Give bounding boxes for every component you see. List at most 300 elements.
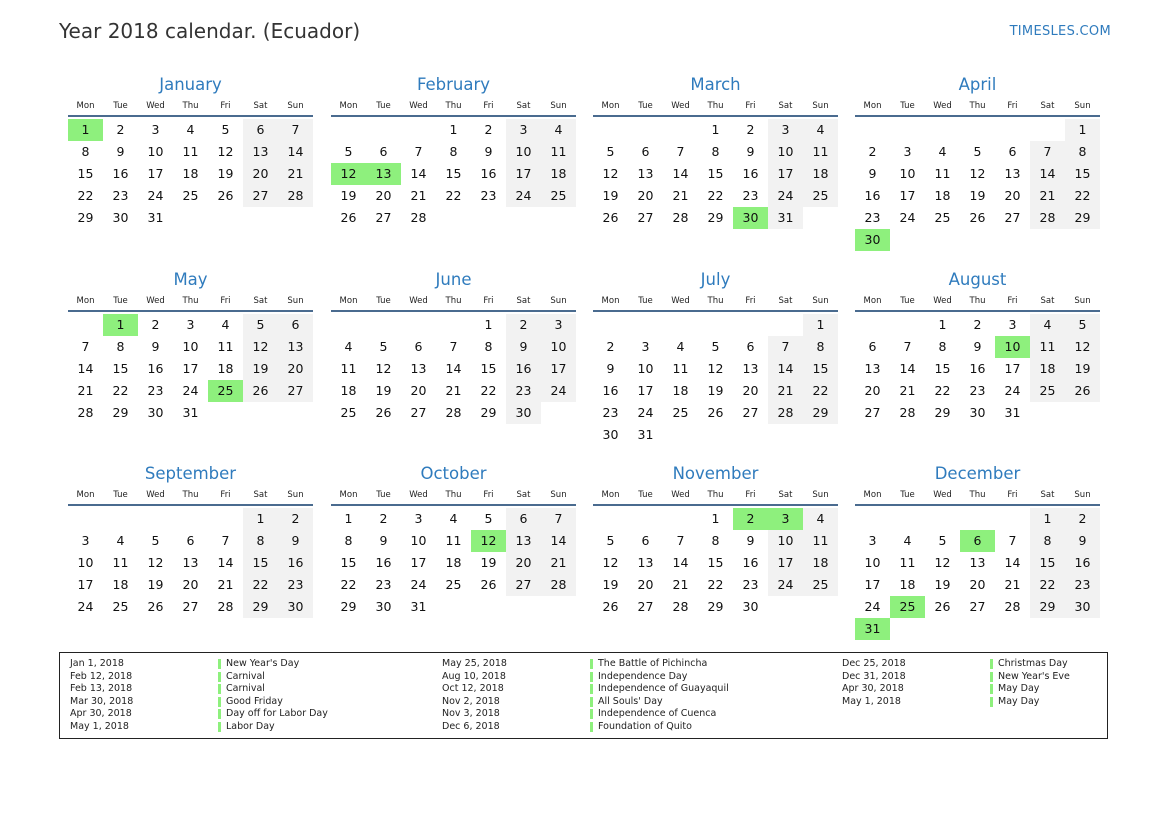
day-cell[interactable]: 25 bbox=[672, 405, 689, 420]
day-cell[interactable]: 15 bbox=[243, 552, 278, 574]
day-cell[interactable]: 22 bbox=[77, 188, 94, 203]
day-cell[interactable]: 23 bbox=[375, 577, 392, 592]
day-cell[interactable]: 21 bbox=[1030, 185, 1065, 207]
day-cell[interactable]: 16 bbox=[742, 555, 759, 570]
day-cell[interactable]: 21 bbox=[768, 380, 803, 402]
day-cell[interactable]: 10 bbox=[182, 339, 199, 354]
day-cell[interactable]: 23 bbox=[112, 188, 129, 203]
day-cell[interactable]: 14 bbox=[541, 530, 576, 552]
day-cell[interactable]: 24 bbox=[410, 577, 427, 592]
day-cell[interactable]: 17 bbox=[1004, 361, 1021, 376]
day-cell[interactable]: 31 bbox=[410, 599, 427, 614]
day-cell[interactable]: 26 bbox=[602, 599, 619, 614]
day-cell[interactable]: 6 bbox=[641, 144, 650, 159]
day-cell[interactable]: 24 bbox=[182, 383, 199, 398]
day-cell[interactable]: 27 bbox=[742, 405, 759, 420]
day-cell[interactable]: 7 bbox=[81, 339, 90, 354]
day-cell[interactable]: 30 bbox=[969, 405, 986, 420]
day-cell[interactable]: 14 bbox=[672, 166, 689, 181]
day-cell[interactable]: 13 bbox=[1004, 166, 1021, 181]
day-cell[interactable]: 9 bbox=[973, 339, 982, 354]
day-cell[interactable]: 12 bbox=[707, 361, 724, 376]
day-cell[interactable]: 9 bbox=[746, 533, 755, 548]
day-cell[interactable]: 23 bbox=[864, 210, 881, 225]
day-cell[interactable]: 14 bbox=[445, 361, 462, 376]
day-cell[interactable]: 27 bbox=[278, 380, 313, 402]
day-cell[interactable]: 11 bbox=[217, 339, 234, 354]
day-cell[interactable]: 6 bbox=[868, 339, 877, 354]
day-cell[interactable]: 15 bbox=[707, 555, 724, 570]
holiday-day-cell[interactable]: 12 bbox=[471, 530, 506, 552]
day-cell[interactable]: 14 bbox=[768, 358, 803, 380]
day-cell[interactable]: 29 bbox=[1030, 596, 1065, 618]
day-cell[interactable]: 13 bbox=[410, 361, 427, 376]
day-cell[interactable]: 15 bbox=[934, 361, 951, 376]
day-cell[interactable]: 4 bbox=[344, 339, 353, 354]
day-cell[interactable]: 11 bbox=[672, 361, 689, 376]
day-cell[interactable]: 29 bbox=[243, 596, 278, 618]
day-cell[interactable]: 7 bbox=[449, 339, 458, 354]
day-cell[interactable]: 30 bbox=[506, 402, 541, 424]
day-cell[interactable]: 6 bbox=[186, 533, 195, 548]
day-cell[interactable]: 26 bbox=[602, 210, 619, 225]
day-cell[interactable]: 5 bbox=[711, 339, 720, 354]
day-cell[interactable]: 18 bbox=[445, 555, 462, 570]
day-cell[interactable]: 8 bbox=[803, 336, 838, 358]
day-cell[interactable]: 27 bbox=[864, 405, 881, 420]
day-cell[interactable]: 19 bbox=[217, 166, 234, 181]
day-cell[interactable]: 17 bbox=[864, 577, 881, 592]
day-cell[interactable]: 16 bbox=[742, 166, 759, 181]
day-cell[interactable]: 2 bbox=[973, 317, 982, 332]
day-cell[interactable]: 21 bbox=[1004, 577, 1021, 592]
day-cell[interactable]: 9 bbox=[151, 339, 160, 354]
day-cell[interactable]: 21 bbox=[77, 383, 94, 398]
day-cell[interactable]: 2 bbox=[868, 144, 877, 159]
day-cell[interactable]: 11 bbox=[340, 361, 357, 376]
day-cell[interactable]: 3 bbox=[903, 144, 912, 159]
day-cell[interactable]: 8 bbox=[243, 530, 278, 552]
day-cell[interactable]: 20 bbox=[278, 358, 313, 380]
day-cell[interactable]: 18 bbox=[217, 361, 234, 376]
day-cell[interactable]: 24 bbox=[506, 185, 541, 207]
day-cell[interactable]: 4 bbox=[116, 533, 125, 548]
day-cell[interactable]: 7 bbox=[676, 144, 685, 159]
day-cell[interactable]: 10 bbox=[506, 141, 541, 163]
day-cell[interactable]: 8 bbox=[711, 144, 720, 159]
day-cell[interactable]: 14 bbox=[77, 361, 94, 376]
day-cell[interactable]: 16 bbox=[602, 383, 619, 398]
day-cell[interactable]: 18 bbox=[899, 577, 916, 592]
day-cell[interactable]: 17 bbox=[768, 163, 803, 185]
day-cell[interactable]: 2 bbox=[278, 508, 313, 530]
day-cell[interactable]: 4 bbox=[903, 533, 912, 548]
holiday-day-cell[interactable]: 10 bbox=[995, 336, 1030, 358]
day-cell[interactable]: 28 bbox=[768, 402, 803, 424]
day-cell[interactable]: 15 bbox=[112, 361, 129, 376]
day-cell[interactable]: 4 bbox=[803, 119, 838, 141]
day-cell[interactable]: 24 bbox=[768, 185, 803, 207]
day-cell[interactable]: 26 bbox=[480, 577, 497, 592]
day-cell[interactable]: 2 bbox=[1065, 508, 1100, 530]
day-cell[interactable]: 12 bbox=[243, 336, 278, 358]
day-cell[interactable]: 26 bbox=[969, 210, 986, 225]
day-cell[interactable]: 6 bbox=[278, 314, 313, 336]
day-cell[interactable]: 26 bbox=[934, 599, 951, 614]
day-cell[interactable]: 10 bbox=[410, 533, 427, 548]
day-cell[interactable]: 4 bbox=[803, 508, 838, 530]
day-cell[interactable]: 10 bbox=[637, 361, 654, 376]
day-cell[interactable]: 1 bbox=[243, 508, 278, 530]
day-cell[interactable]: 12 bbox=[602, 166, 619, 181]
day-cell[interactable]: 26 bbox=[217, 188, 234, 203]
day-cell[interactable]: 6 bbox=[1008, 144, 1017, 159]
day-cell[interactable]: 20 bbox=[742, 383, 759, 398]
day-cell[interactable]: 6 bbox=[414, 339, 423, 354]
day-cell[interactable]: 16 bbox=[969, 361, 986, 376]
day-cell[interactable]: 8 bbox=[344, 533, 353, 548]
day-cell[interactable]: 22 bbox=[112, 383, 129, 398]
day-cell[interactable]: 19 bbox=[602, 188, 619, 203]
holiday-day-cell[interactable]: 30 bbox=[733, 207, 768, 229]
day-cell[interactable]: 2 bbox=[606, 339, 615, 354]
day-cell[interactable]: 12 bbox=[934, 555, 951, 570]
day-cell[interactable]: 11 bbox=[1030, 336, 1065, 358]
day-cell[interactable]: 7 bbox=[676, 533, 685, 548]
day-cell[interactable]: 7 bbox=[1008, 533, 1017, 548]
day-cell[interactable]: 11 bbox=[803, 530, 838, 552]
day-cell[interactable]: 23 bbox=[742, 577, 759, 592]
day-cell[interactable]: 15 bbox=[1030, 552, 1065, 574]
day-cell[interactable]: 20 bbox=[243, 163, 278, 185]
day-cell[interactable]: 13 bbox=[182, 555, 199, 570]
day-cell[interactable]: 29 bbox=[480, 405, 497, 420]
day-cell[interactable]: 24 bbox=[541, 380, 576, 402]
day-cell[interactable]: 3 bbox=[506, 119, 541, 141]
holiday-day-cell[interactable]: 25 bbox=[208, 380, 243, 402]
day-cell[interactable]: 5 bbox=[1065, 314, 1100, 336]
day-cell[interactable]: 27 bbox=[1004, 210, 1021, 225]
day-cell[interactable]: 8 bbox=[938, 339, 947, 354]
day-cell[interactable]: 2 bbox=[151, 317, 160, 332]
day-cell[interactable]: 6 bbox=[379, 144, 388, 159]
day-cell[interactable]: 21 bbox=[217, 577, 234, 592]
day-cell[interactable]: 24 bbox=[864, 599, 881, 614]
day-cell[interactable]: 8 bbox=[484, 339, 493, 354]
day-cell[interactable]: 29 bbox=[340, 599, 357, 614]
day-cell[interactable]: 22 bbox=[445, 188, 462, 203]
day-cell[interactable]: 2 bbox=[746, 122, 755, 137]
day-cell[interactable]: 9 bbox=[606, 361, 615, 376]
day-cell[interactable]: 25 bbox=[803, 185, 838, 207]
day-cell[interactable]: 19 bbox=[934, 577, 951, 592]
day-cell[interactable]: 23 bbox=[147, 383, 164, 398]
day-cell[interactable]: 22 bbox=[803, 380, 838, 402]
day-cell[interactable]: 8 bbox=[116, 339, 125, 354]
day-cell[interactable]: 20 bbox=[410, 383, 427, 398]
day-cell[interactable]: 17 bbox=[541, 358, 576, 380]
day-cell[interactable]: 19 bbox=[1065, 358, 1100, 380]
day-cell[interactable]: 14 bbox=[899, 361, 916, 376]
day-cell[interactable]: 4 bbox=[449, 511, 458, 526]
day-cell[interactable]: 3 bbox=[768, 119, 803, 141]
day-cell[interactable]: 8 bbox=[81, 144, 90, 159]
day-cell[interactable]: 17 bbox=[77, 577, 94, 592]
day-cell[interactable]: 13 bbox=[864, 361, 881, 376]
day-cell[interactable]: 23 bbox=[278, 574, 313, 596]
day-cell[interactable]: 21 bbox=[541, 552, 576, 574]
holiday-day-cell[interactable]: 6 bbox=[960, 530, 995, 552]
day-cell[interactable]: 27 bbox=[506, 574, 541, 596]
day-cell[interactable]: 31 bbox=[182, 405, 199, 420]
day-cell[interactable]: 21 bbox=[672, 188, 689, 203]
day-cell[interactable]: 19 bbox=[340, 188, 357, 203]
day-cell[interactable]: 26 bbox=[340, 210, 357, 225]
holiday-day-cell[interactable]: 1 bbox=[103, 314, 138, 336]
day-cell[interactable]: 15 bbox=[1065, 163, 1100, 185]
day-cell[interactable]: 1 bbox=[803, 314, 838, 336]
day-cell[interactable]: 27 bbox=[637, 210, 654, 225]
day-cell[interactable]: 18 bbox=[672, 383, 689, 398]
day-cell[interactable]: 15 bbox=[707, 166, 724, 181]
day-cell[interactable]: 24 bbox=[77, 599, 94, 614]
day-cell[interactable]: 28 bbox=[77, 405, 94, 420]
day-cell[interactable]: 13 bbox=[742, 361, 759, 376]
day-cell[interactable]: 18 bbox=[803, 163, 838, 185]
day-cell[interactable]: 4 bbox=[186, 122, 195, 137]
day-cell[interactable]: 29 bbox=[707, 210, 724, 225]
day-cell[interactable]: 12 bbox=[1065, 336, 1100, 358]
day-cell[interactable]: 3 bbox=[641, 339, 650, 354]
day-cell[interactable]: 24 bbox=[768, 574, 803, 596]
day-cell[interactable]: 23 bbox=[969, 383, 986, 398]
day-cell[interactable]: 20 bbox=[182, 577, 199, 592]
day-cell[interactable]: 1 bbox=[711, 122, 720, 137]
day-cell[interactable]: 19 bbox=[480, 555, 497, 570]
day-cell[interactable]: 23 bbox=[506, 380, 541, 402]
day-cell[interactable]: 18 bbox=[541, 163, 576, 185]
day-cell[interactable]: 15 bbox=[480, 361, 497, 376]
day-cell[interactable]: 5 bbox=[344, 144, 353, 159]
day-cell[interactable]: 27 bbox=[375, 210, 392, 225]
day-cell[interactable]: 9 bbox=[506, 336, 541, 358]
holiday-day-cell[interactable]: 31 bbox=[855, 618, 890, 640]
day-cell[interactable]: 21 bbox=[899, 383, 916, 398]
day-cell[interactable]: 25 bbox=[445, 577, 462, 592]
day-cell[interactable]: 9 bbox=[1065, 530, 1100, 552]
day-cell[interactable]: 11 bbox=[445, 533, 462, 548]
day-cell[interactable]: 11 bbox=[541, 141, 576, 163]
day-cell[interactable]: 29 bbox=[112, 405, 129, 420]
day-cell[interactable]: 28 bbox=[410, 210, 427, 225]
day-cell[interactable]: 23 bbox=[742, 188, 759, 203]
day-cell[interactable]: 16 bbox=[864, 188, 881, 203]
holiday-day-cell[interactable]: 3 bbox=[768, 508, 803, 530]
day-cell[interactable]: 28 bbox=[1004, 599, 1021, 614]
day-cell[interactable]: 1 bbox=[484, 317, 493, 332]
day-cell[interactable]: 21 bbox=[410, 188, 427, 203]
day-cell[interactable]: 20 bbox=[506, 552, 541, 574]
day-cell[interactable]: 4 bbox=[938, 144, 947, 159]
day-cell[interactable]: 5 bbox=[606, 533, 615, 548]
day-cell[interactable]: 22 bbox=[480, 383, 497, 398]
day-cell[interactable]: 26 bbox=[375, 405, 392, 420]
day-cell[interactable]: 11 bbox=[112, 555, 129, 570]
day-cell[interactable]: 24 bbox=[899, 210, 916, 225]
day-cell[interactable]: 23 bbox=[480, 188, 497, 203]
day-cell[interactable]: 17 bbox=[182, 361, 199, 376]
day-cell[interactable]: 20 bbox=[637, 577, 654, 592]
day-cell[interactable]: 16 bbox=[1065, 552, 1100, 574]
day-cell[interactable]: 30 bbox=[147, 405, 164, 420]
day-cell[interactable]: 7 bbox=[1030, 141, 1065, 163]
day-cell[interactable]: 22 bbox=[1065, 185, 1100, 207]
day-cell[interactable]: 27 bbox=[969, 599, 986, 614]
holiday-day-cell[interactable]: 12 bbox=[331, 163, 366, 185]
day-cell[interactable]: 26 bbox=[707, 405, 724, 420]
day-cell[interactable]: 13 bbox=[243, 141, 278, 163]
day-cell[interactable]: 13 bbox=[637, 555, 654, 570]
day-cell[interactable]: 19 bbox=[602, 577, 619, 592]
day-cell[interactable]: 10 bbox=[864, 555, 881, 570]
day-cell[interactable]: 12 bbox=[147, 555, 164, 570]
day-cell[interactable]: 8 bbox=[1065, 141, 1100, 163]
day-cell[interactable]: 10 bbox=[899, 166, 916, 181]
day-cell[interactable]: 1 bbox=[711, 511, 720, 526]
day-cell[interactable]: 1 bbox=[449, 122, 458, 137]
day-cell[interactable]: 12 bbox=[217, 144, 234, 159]
day-cell[interactable]: 5 bbox=[379, 339, 388, 354]
day-cell[interactable]: 18 bbox=[1030, 358, 1065, 380]
day-cell[interactable]: 8 bbox=[1030, 530, 1065, 552]
day-cell[interactable]: 10 bbox=[77, 555, 94, 570]
day-cell[interactable]: 19 bbox=[375, 383, 392, 398]
day-cell[interactable]: 5 bbox=[938, 533, 947, 548]
day-cell[interactable]: 28 bbox=[278, 185, 313, 207]
day-cell[interactable]: 27 bbox=[637, 599, 654, 614]
day-cell[interactable]: 9 bbox=[868, 166, 877, 181]
day-cell[interactable]: 8 bbox=[711, 533, 720, 548]
day-cell[interactable]: 17 bbox=[768, 552, 803, 574]
day-cell[interactable]: 7 bbox=[541, 508, 576, 530]
day-cell[interactable]: 16 bbox=[112, 166, 129, 181]
day-cell[interactable]: 5 bbox=[243, 314, 278, 336]
day-cell[interactable]: 7 bbox=[768, 336, 803, 358]
day-cell[interactable]: 13 bbox=[637, 166, 654, 181]
day-cell[interactable]: 10 bbox=[541, 336, 576, 358]
day-cell[interactable]: 28 bbox=[672, 210, 689, 225]
day-cell[interactable]: 14 bbox=[410, 166, 427, 181]
day-cell[interactable]: 9 bbox=[116, 144, 125, 159]
day-cell[interactable]: 17 bbox=[899, 188, 916, 203]
day-cell[interactable]: 26 bbox=[147, 599, 164, 614]
day-cell[interactable]: 22 bbox=[243, 574, 278, 596]
day-cell[interactable]: 4 bbox=[1030, 314, 1065, 336]
day-cell[interactable]: 9 bbox=[278, 530, 313, 552]
day-cell[interactable]: 14 bbox=[1004, 555, 1021, 570]
day-cell[interactable]: 19 bbox=[707, 383, 724, 398]
day-cell[interactable]: 22 bbox=[707, 577, 724, 592]
day-cell[interactable]: 16 bbox=[278, 552, 313, 574]
day-cell[interactable]: 29 bbox=[77, 210, 94, 225]
day-cell[interactable]: 23 bbox=[1065, 574, 1100, 596]
day-cell[interactable]: 24 bbox=[637, 405, 654, 420]
day-cell[interactable]: 20 bbox=[375, 188, 392, 203]
day-cell[interactable]: 9 bbox=[379, 533, 388, 548]
day-cell[interactable]: 2 bbox=[379, 511, 388, 526]
day-cell[interactable]: 20 bbox=[637, 188, 654, 203]
day-cell[interactable]: 16 bbox=[506, 358, 541, 380]
day-cell[interactable]: 18 bbox=[340, 383, 357, 398]
day-cell[interactable]: 25 bbox=[803, 574, 838, 596]
day-cell[interactable]: 28 bbox=[541, 574, 576, 596]
day-cell[interactable]: 15 bbox=[445, 166, 462, 181]
day-cell[interactable]: 21 bbox=[672, 577, 689, 592]
day-cell[interactable]: 16 bbox=[147, 361, 164, 376]
day-cell[interactable]: 20 bbox=[969, 577, 986, 592]
day-cell[interactable]: 15 bbox=[77, 166, 94, 181]
day-cell[interactable]: 12 bbox=[602, 555, 619, 570]
day-cell[interactable]: 1 bbox=[344, 511, 353, 526]
day-cell[interactable]: 11 bbox=[182, 144, 199, 159]
day-cell[interactable]: 7 bbox=[221, 533, 230, 548]
day-cell[interactable]: 9 bbox=[746, 144, 755, 159]
day-cell[interactable]: 12 bbox=[969, 166, 986, 181]
day-cell[interactable]: 16 bbox=[480, 166, 497, 181]
day-cell[interactable]: 18 bbox=[182, 166, 199, 181]
day-cell[interactable]: 22 bbox=[1030, 574, 1065, 596]
day-cell[interactable]: 11 bbox=[934, 166, 951, 181]
day-cell[interactable]: 4 bbox=[221, 317, 230, 332]
day-cell[interactable]: 5 bbox=[973, 144, 982, 159]
day-cell[interactable]: 3 bbox=[414, 511, 423, 526]
day-cell[interactable]: 27 bbox=[182, 599, 199, 614]
holiday-day-cell[interactable]: 25 bbox=[890, 596, 925, 618]
day-cell[interactable]: 2 bbox=[506, 314, 541, 336]
day-cell[interactable]: 8 bbox=[449, 144, 458, 159]
day-cell[interactable]: 22 bbox=[934, 383, 951, 398]
day-cell[interactable]: 22 bbox=[707, 188, 724, 203]
day-cell[interactable]: 2 bbox=[116, 122, 125, 137]
day-cell[interactable]: 11 bbox=[803, 141, 838, 163]
day-cell[interactable]: 14 bbox=[672, 555, 689, 570]
day-cell[interactable]: 19 bbox=[969, 188, 986, 203]
day-cell[interactable]: 15 bbox=[340, 555, 357, 570]
day-cell[interactable]: 17 bbox=[410, 555, 427, 570]
day-cell[interactable]: 5 bbox=[151, 533, 160, 548]
day-cell[interactable]: 31 bbox=[147, 210, 164, 225]
day-cell[interactable]: 5 bbox=[221, 122, 230, 137]
day-cell[interactable]: 28 bbox=[217, 599, 234, 614]
day-cell[interactable]: 7 bbox=[278, 119, 313, 141]
day-cell[interactable]: 25 bbox=[112, 599, 129, 614]
day-cell[interactable]: 7 bbox=[414, 144, 423, 159]
day-cell[interactable]: 28 bbox=[445, 405, 462, 420]
day-cell[interactable]: 27 bbox=[243, 185, 278, 207]
day-cell[interactable]: 26 bbox=[1065, 380, 1100, 402]
day-cell[interactable]: 24 bbox=[147, 188, 164, 203]
day-cell[interactable]: 17 bbox=[147, 166, 164, 181]
day-cell[interactable]: 1 bbox=[938, 317, 947, 332]
day-cell[interactable]: 27 bbox=[410, 405, 427, 420]
day-cell[interactable]: 11 bbox=[899, 555, 916, 570]
day-cell[interactable]: 30 bbox=[278, 596, 313, 618]
day-cell[interactable]: 10 bbox=[768, 141, 803, 163]
day-cell[interactable]: 3 bbox=[81, 533, 90, 548]
day-cell[interactable]: 31 bbox=[768, 207, 803, 229]
day-cell[interactable]: 18 bbox=[112, 577, 129, 592]
day-cell[interactable]: 18 bbox=[803, 552, 838, 574]
